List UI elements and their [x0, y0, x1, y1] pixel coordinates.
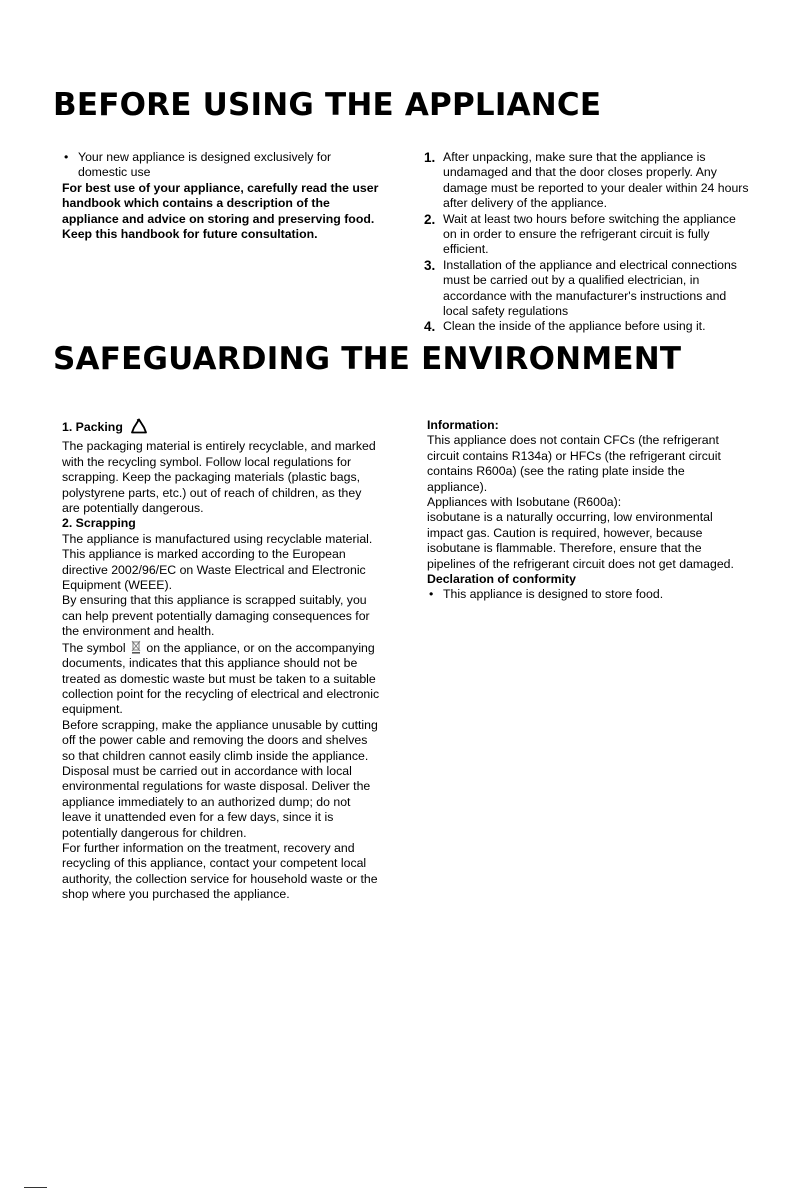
scrapping-paragraph-3: By ensuring that this appliance is scrapped suitably, you can help prevent potentially damaging consequences for the environment and health.	[62, 593, 370, 639]
scrapping-paragraph-6: For further information on the treatment, recovery and recycling of this appliance, contact your competent local authority, the collection service for household waste or the shop where you purchased the appliance.	[62, 840, 378, 902]
scrapping-title: 2. Scrapping	[62, 516, 136, 531]
crossed-bin-icon	[131, 640, 141, 654]
bullet-dot: •	[64, 150, 69, 164]
intro-column	[62, 150, 382, 242]
scrapping-paragraph-5: Disposal must be carried out in accordance with local environmental regulations for waste disposal. Deliver the appliance immediately to an authorized dump; do not leave it unattended even for a few days, since it is potentially dangerous for children.	[62, 763, 371, 840]
scrapping-paragraph-2: This appliance is marked according to the European directive 2002/96/EC on Waste Electrical and Electronic Equipment (WEEE).	[62, 547, 366, 593]
step-number: 3.	[424, 257, 436, 273]
scrapping-paragraph-4: Before scrapping, make the appliance unusable by cutting off the power cable and removing the doors and shelves so that children cannot easily climb inside the appliance.	[62, 717, 378, 763]
packing-title: 1. Packing	[62, 420, 123, 434]
packing-heading	[62, 418, 382, 439]
domestic-use-bullet	[62, 150, 382, 181]
symbol-text-before: The symbol	[62, 640, 126, 655]
information-paragraph-2: Appliances with Isobutane (R600a):	[427, 495, 622, 510]
packing-text: The packaging material is entirely recyclable, and marked with the recycling symbol. Follow local regulations for scrapping. Keep the packaging materials (plastic bags, polystyrene parts, etc.) out of reach of children, as they are potentially dangerous.	[62, 439, 376, 516]
domestic-use-text: Your new appliance is designed exclusively for domestic use	[78, 150, 332, 180]
step-number: 4.	[424, 319, 436, 335]
conformity-bullet	[427, 587, 747, 602]
information-title: Information:	[427, 418, 499, 432]
step-item	[424, 258, 749, 320]
weee-symbol-paragraph	[62, 640, 382, 718]
scrapping-paragraph-1: The appliance is manufactured using recyclable material.	[62, 531, 373, 546]
step-text: Wait at least two hours before switching the appliance on in order to ensure the refrigerant circuit is fully efficient.	[443, 211, 736, 257]
heading-before-using: BEFORE USING THE APPLIANCE	[53, 87, 602, 123]
step-item	[424, 212, 749, 258]
information-paragraph-3: isobutane is a naturally occurring, low environmental impact gas. Caution is required, however, because isobutane is flammable. Therefore, ensure that the pipelines of the refrigerant circuit does not get damaged.	[427, 510, 734, 571]
conformity-text: This appliance is designed to store food.	[443, 587, 664, 602]
page-footer-mark	[24, 1187, 47, 1188]
step-text: After unpacking, make sure that the appliance is undamaged and that the door closes properly. Any damage must be reported to your dealer within 24 hours after delivery of the appliance.	[443, 150, 749, 211]
recycling-icon	[130, 418, 148, 439]
symbol-text-after: on the appliance, or on the accompanying documents, indicates that this appliance should not be treated as domestic waste but must be taken to a suitable collection point for the recycling of electrical and electronic equipment.	[62, 640, 380, 717]
bullet-dot: •	[429, 587, 434, 602]
step-item	[424, 150, 749, 212]
step-item	[424, 319, 749, 334]
step-number: 1.	[424, 150, 436, 165]
step-text: Installation of the appliance and electrical connections must be carried out by a qualified electrician, in accordance with the manufacturer's instructions and local safety regulations	[443, 257, 737, 319]
read-handbook-notice: For best use of your appliance, carefully read the user handbook which contains a description of the appliance and advice on storing and preserving food.	[62, 180, 379, 226]
step-number: 2.	[424, 211, 436, 227]
conformity-title: Declaration of conformity	[427, 572, 576, 587]
setup-steps	[424, 150, 749, 335]
step-text: Clean the inside of the appliance before using it.	[443, 319, 706, 334]
heading-safeguarding: SAFEGUARDING THE ENVIRONMENT	[53, 341, 682, 377]
keep-handbook-notice: Keep this handbook for future consultation.	[62, 227, 318, 242]
environment-left-column	[62, 418, 382, 903]
information-paragraph-1: This appliance does not contain CFCs (the refrigerant circuit contains R134a) or HFCs (the refrigerant circuit contains R600a) (see the rating plate inside the appliance).	[427, 433, 721, 494]
environment-right-column	[427, 418, 747, 603]
